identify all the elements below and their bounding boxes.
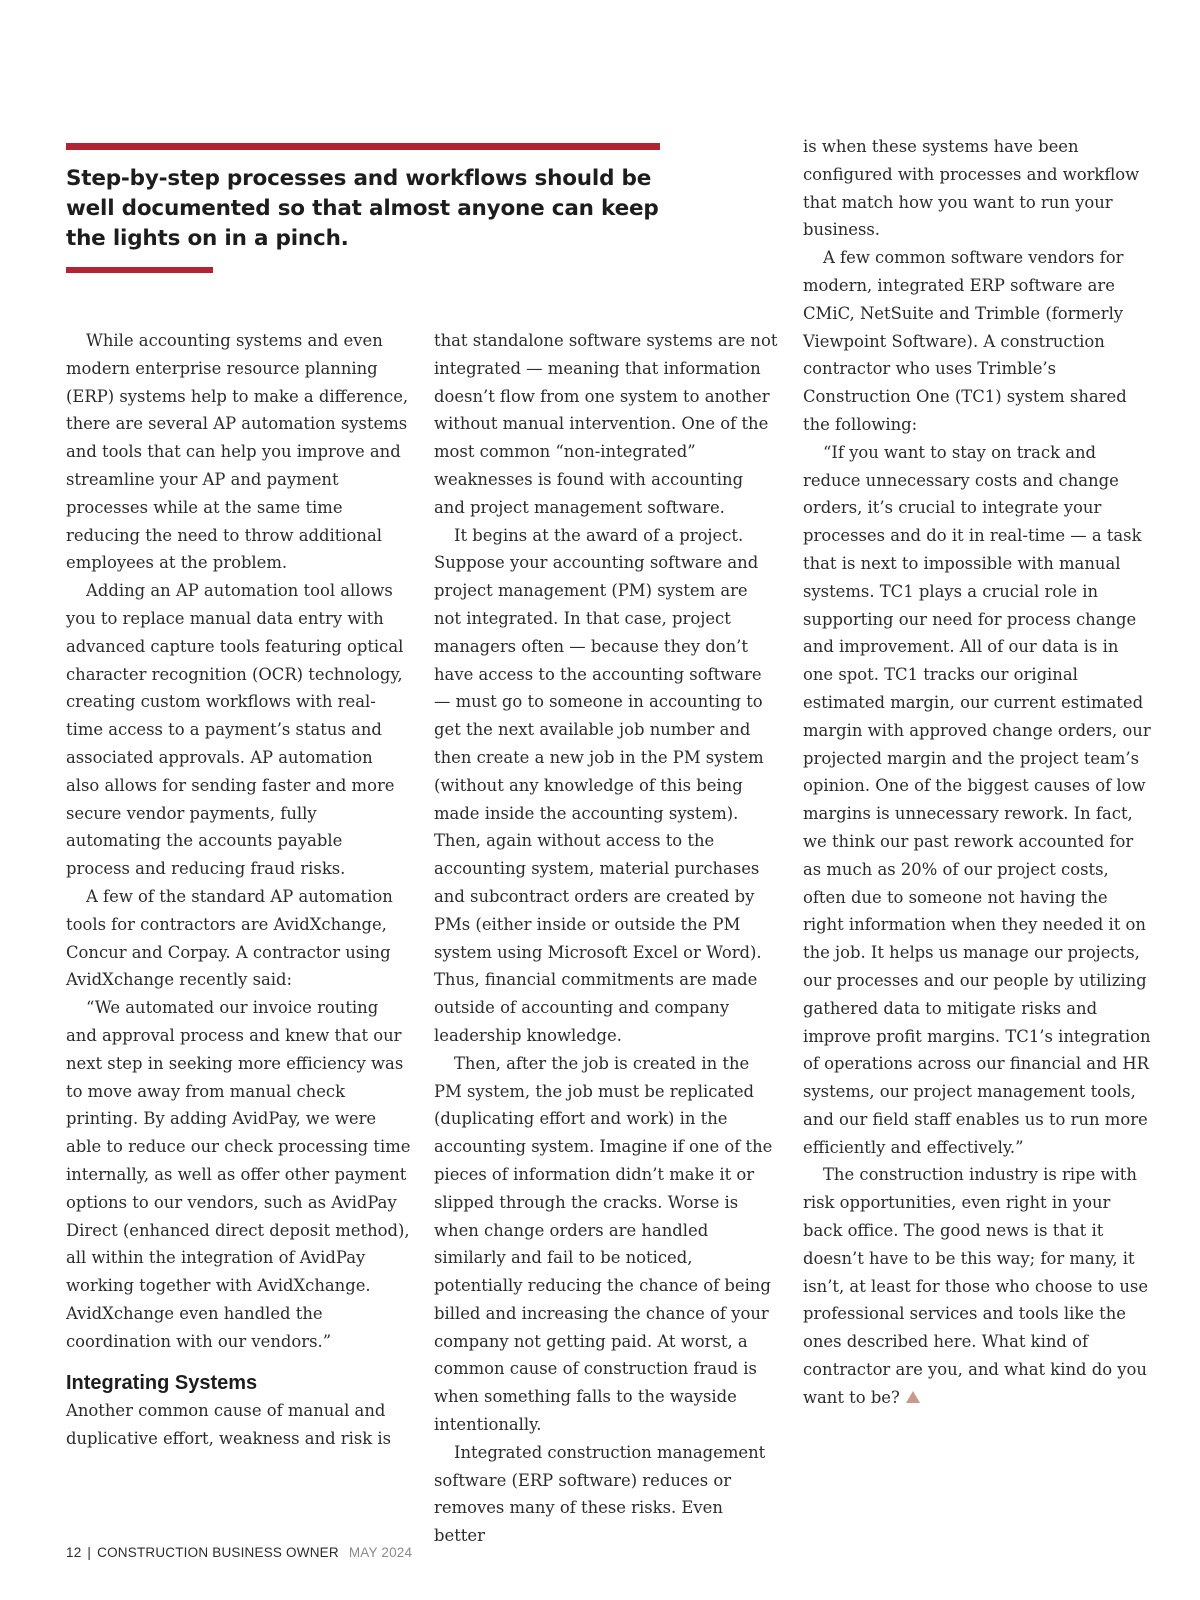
quote-paragraph: “We automated our invoice routing and approval process and knew that our next step in seeking more efficiency was to move away from manual check printing. By adding AvidPay, we were able to reduce our check processing time internally, as well as offer other payment options to our vendors, such as AvidPay Direct (enhanced direct deposit method), all within the integration of AvidPay working together with AvidXchange. AvidXchange even handled the coordination with our vendors.” bbox=[66, 998, 411, 1351]
paragraph: Then, after the job is created in the PM system, the job must be replicated (duplicating effort and work) in the accounting system. Imagine if one of the pieces of information didn’t make it or slipped through the cracks. Worse is when change orders are handled similarly and fail to be noticed, potentially reducing the chance of being billed and increasing the chance of your company not getting paid. At worst, a common cause of construction fraud is when something falls to the wayside intentionally. bbox=[434, 1053, 773, 1435]
closing-paragraph bbox=[803, 1161, 1153, 1411]
paragraph: A few common software vendors for modern, integrated ERP software are CMiC, NetSuite and Trimble (formerly Viewpoint Software). A construction contractor who uses Trimble’s Construction One (TC1) system shared the following: bbox=[803, 248, 1127, 434]
quote-paragraph: “If you want to stay on track and reduce unnecessary costs and change orders, it’s crucial to integrate your processes and do it in real-time — a task that is next to impossible with manual systems. TC1 plays a crucial role in supporting our need for process change and improvement. All of our data is in one spot. TC1 tracks our original estimated margin, our current estimated margin with approved change orders, our projected margin and the project team’s opinion. One of the biggest causes of low margins is unnecessary rework. In fact, we think our past rework accounted for as much as 20% of our project costs, often due to someone not having the right information when they needed it on the job. It helps us manage our projects, our processes and our people by utilizing gathered data to mitigate risks and improve profit margins. TC1’s integration of operations across our financial and HR systems, our project management tools, and our field staff enables us to run more efficiently and effectively.” bbox=[803, 442, 1151, 1157]
issue-date: MAY 2024 bbox=[348, 1545, 413, 1560]
pullquote-rule-top bbox=[66, 143, 660, 150]
article-column-2 bbox=[434, 327, 779, 1550]
paragraph: It begins at the award of a project. Suppose your accounting software and project management (PM) system are not integrated. In that case, project managers often — because they don’t have access to the accounting software — must go to someone in accounting to get the next available job number and then create a new job in the PM system (without any knowledge of this being made inside the accounting system). Then, again without access to the accounting system, material purchases and subcontract orders are created by PMs (either inside or outside the PM system using Microsoft Excel or Word). Thus, financial commitments are made outside of accounting and company leadership knowledge. bbox=[434, 525, 764, 1045]
publication-name: CONSTRUCTION BUSINESS OWNER bbox=[97, 1545, 339, 1560]
paragraph: Adding an AP automation tool allows you to replace manual data entry with advanced capture tools featuring optical character recognition (OCR) technology, creating custom workflows with real-time access to a payment’s status and associated approvals. AP automation also allows for sending faster and more secure vendor payments, fully automating the accounts payable process and reducing fraud risks. bbox=[66, 581, 404, 879]
page-number: 12 bbox=[66, 1545, 82, 1560]
paragraph: Integrated construction management software (ERP software) reduces or removes many of these risks. Even better bbox=[434, 1442, 766, 1546]
paragraph: A few of the standard AP automation tools for contractors are AvidXchange, Concur and Corpay. A contractor using AvidXchange recently said: bbox=[66, 886, 393, 990]
section-heading: Integrating Systems bbox=[66, 1372, 258, 1395]
page-footer bbox=[66, 1545, 412, 1560]
pull-quote: Step-by-step processes and workflows should be well documented so that almost anyone can keep the lights on in a pinch. bbox=[66, 166, 659, 251]
paragraph: is when these systems have been configured with processes and workflow that match how you want to run your business. bbox=[803, 137, 1140, 240]
paragraph: that standalone software systems are not integrated — meaning that information doesn’t flow from one system to another without manual intervention. One of the most common “non-integrated” weaknesses is found with accounting and project management software. bbox=[434, 331, 778, 517]
article-column-1 bbox=[66, 327, 411, 1453]
closing-text: The construction industry is ripe with risk opportunities, even right in your back office. The good news is that it doesn’t have to be this way; for many, it isn’t, at least for those who choose to use professional services and tools like the ones described here. What kind of contractor are you, and what kind do you want to be? bbox=[803, 1165, 1149, 1407]
triangle-end-mark-icon bbox=[906, 1391, 920, 1403]
pullquote-rule-bottom bbox=[66, 267, 213, 273]
article-column-3 bbox=[803, 133, 1153, 1412]
paragraph: Another common cause of manual and duplicative effort, weakness and risk is bbox=[66, 1401, 392, 1449]
footer-separator: | bbox=[87, 1545, 92, 1560]
paragraph: While accounting systems and even modern enterprise resource planning (ERP) systems help to make a difference, there are several AP automation systems and tools that can help you improve and streamline your AP and payment processes while at the same time reducing the need to throw additional employees at the problem. bbox=[66, 331, 409, 573]
